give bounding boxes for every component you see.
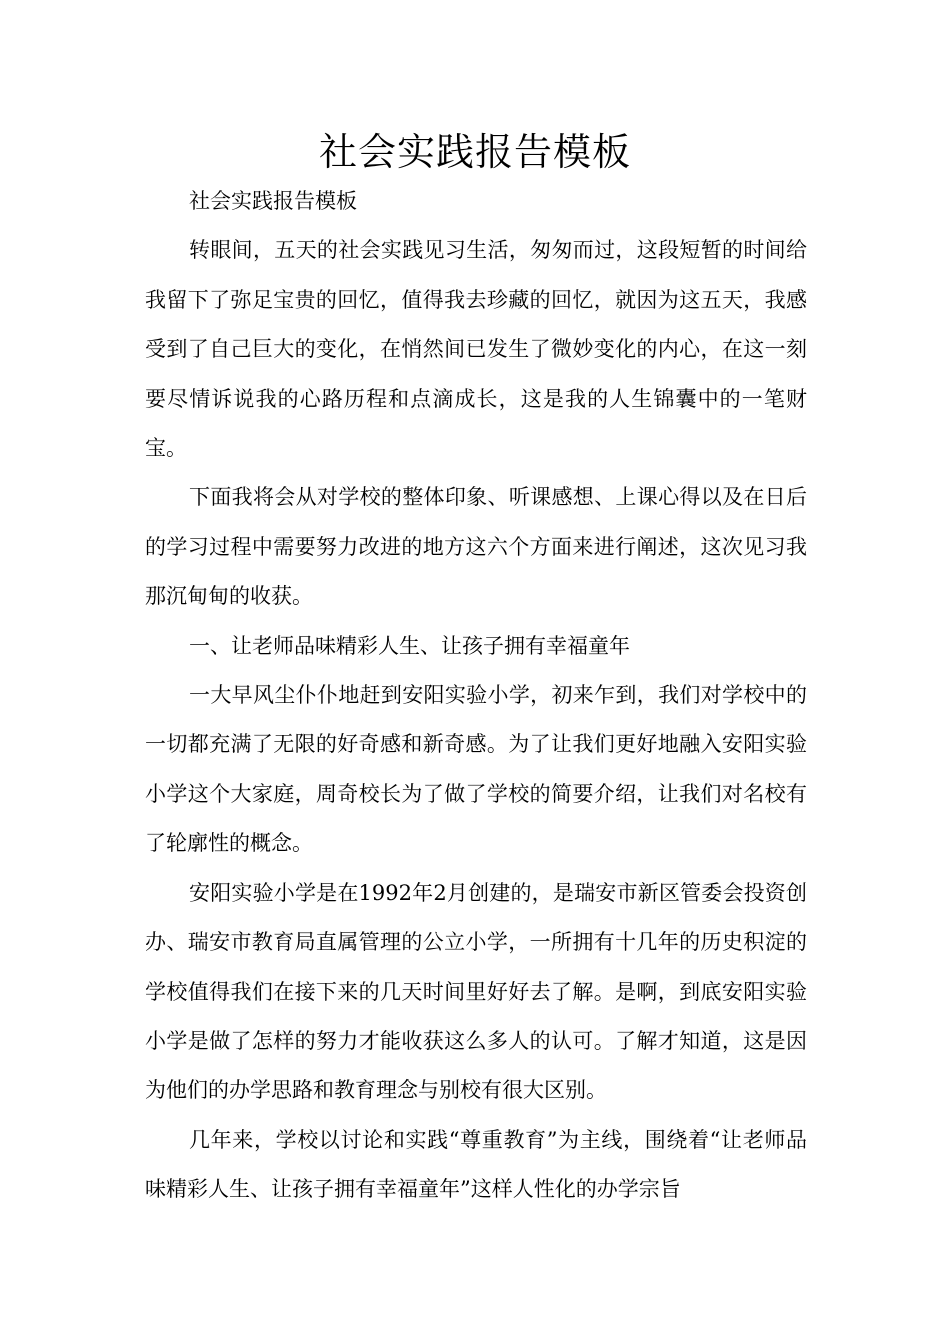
body-paragraph: 安阳实验小学是在1992年2月创建的，是瑞安市新区管委会投资创办、瑞安市教育局直属管理的公立小学，一所拥有十几年的历史积淀的学校值得我们在接下来的几天时间里好好去了解。是啊，到底安阳实验小学是做了怎样的努力才能收获这么多人的认可。了解才知道，这是因为他们的办学思路和教育理念与别校有很大区别。 (145, 880, 807, 1103)
document-title: 社会实践报告模板 (318, 130, 631, 174)
subtitle-paragraph: 社会实践报告模板 (189, 189, 357, 213)
section-heading: 一、让老师品味精彩人生、让孩子拥有幸福童年 (189, 633, 630, 658)
body-paragraph: 转眼间，五天的社会实践见习生活，匆匆而过，这段短暂的时间给我留下了弥足宝贵的回忆，值得我去珍藏的回忆，就因为这五天，我感受到了自己巨大的变化，在悄然间已发生了微妙变化的内心，在这一刻要尽情诉说我的心路历程和点滴成长，这是我的人生锦囊中的一笔财宝。 (145, 238, 807, 461)
document-body (145, 177, 807, 1215)
body-paragraph: 下面我将会从对学校的整体印象、听课感想、上课心得以及在日后的学习过程中需要努力改进的地方这六个方面来进行阐述，这次见习我那沉甸甸的收获。 (145, 485, 807, 609)
body-paragraph: 一大早风尘仆仆地赶到安阳实验小学，初来乍到，我们对学校中的一切都充满了无限的好奇感和新奇感。为了让我们更好地融入安阳实验小学这个大家庭，周奇校长为了做了学校的简要介绍，让我们对名校有了轮廓性的概念。 (145, 683, 807, 856)
body-paragraph: 几年来，学校以讨论和实践“尊重教育”为主线，围绕着“让老师品味精彩人生、让孩子拥有幸福童年”这样人性化的办学宗旨 (145, 1127, 807, 1202)
